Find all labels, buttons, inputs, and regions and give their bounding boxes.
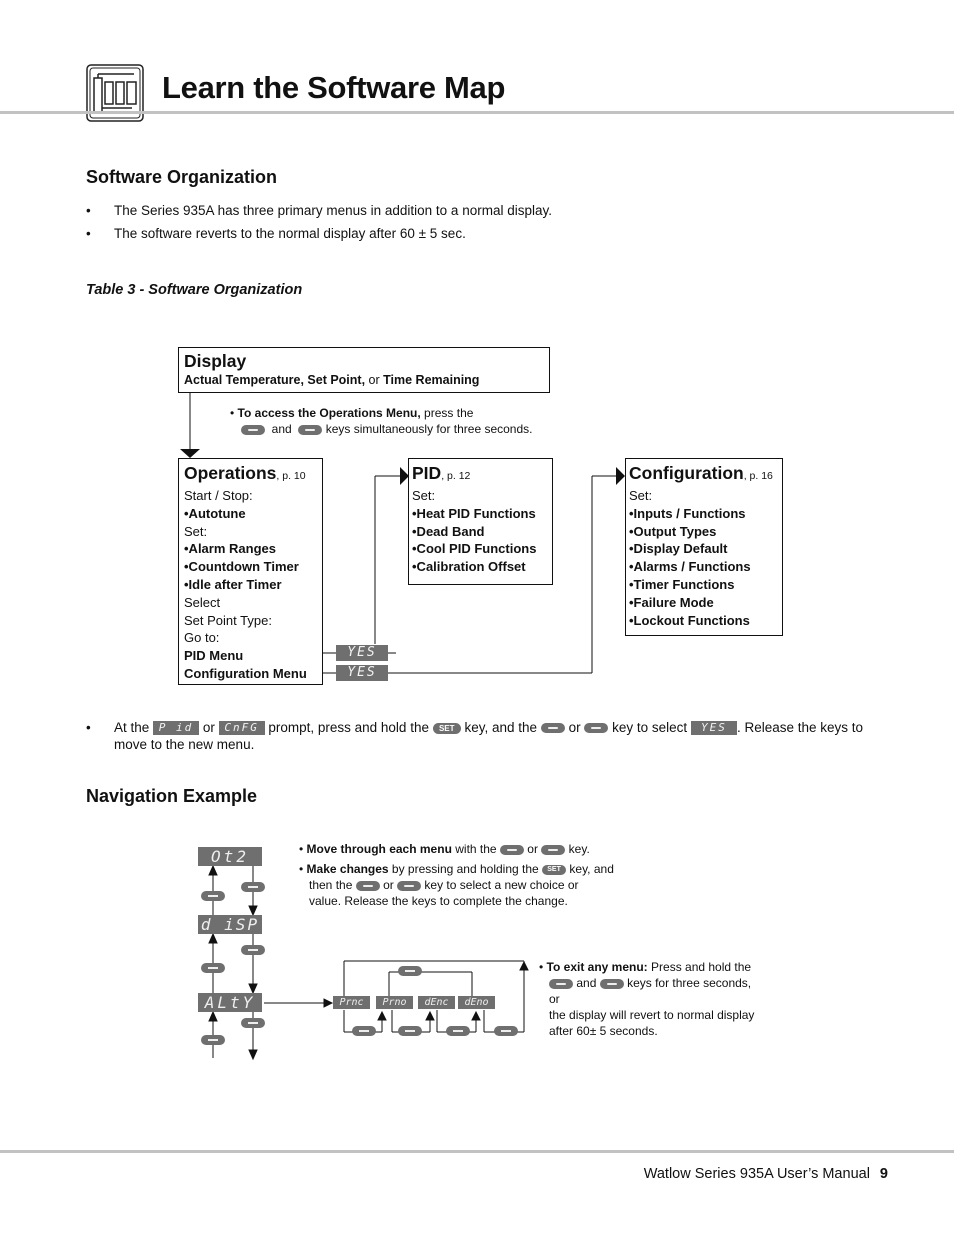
down-key-icon (397, 881, 421, 891)
up-key-icon (201, 891, 225, 901)
set-key-icon: SET (542, 865, 566, 875)
down-key-icon (494, 1026, 518, 1036)
nav-note-move: • Move through each menu with the or key. (299, 842, 590, 856)
prno-lcd: Prno (376, 996, 413, 1009)
down-key-icon (600, 979, 624, 989)
goto-configuration-menu: Configuration Menu (184, 665, 307, 681)
down-key-icon (398, 1026, 422, 1036)
footer-rule (0, 1150, 954, 1153)
operations-box: Operations, p. 10 Start / Stop: •Autotune Set: •Alarm Ranges •Countdown Timer •Idle after Timer Select Set Point Type: Go to: PID Menu Configuration Menu (178, 458, 323, 685)
down-key-icon (352, 1026, 376, 1036)
up-key-icon (500, 845, 524, 855)
up-key-icon (201, 963, 225, 973)
ot2-lcd: Ot2 (198, 847, 262, 866)
prnc-lcd: Prnc (333, 996, 370, 1009)
down-key-icon (241, 945, 265, 955)
down-key-icon (541, 845, 565, 855)
yes-lcd-pid: YES (336, 645, 388, 661)
nav-note-exit: • To exit any menu: Press and hold the and keys for three seconds, or the display will revert to normal display after 60± 5 seconds. (539, 960, 755, 1038)
deno-lcd: dEno (458, 996, 495, 1009)
pid-box: PID, p. 12 Set: •Heat PID Functions •Dead Band •Cool PID Functions •Calibration Offset (408, 458, 553, 585)
up-key-icon (356, 881, 380, 891)
table-caption: Table 3 - Software Organization (86, 282, 303, 298)
section-heading-navigation-example: Navigation Example (86, 786, 258, 806)
pid-prompt-lcd: P id (153, 721, 199, 735)
disp-lcd: d iSP (198, 915, 262, 934)
down-key-icon (446, 1026, 470, 1036)
section-heading-software-organization: Software Organization (86, 167, 278, 187)
cnfg-prompt-lcd: CnFG (219, 721, 265, 735)
alty-lcd: ALtY (198, 993, 262, 1012)
operations-title: Operations (184, 463, 277, 483)
display-box-subtitle: Actual Temperature, Set Point, or Time Remaining (184, 373, 480, 387)
configuration-box: Configuration, p. 16 Set: •Inputs / Functions •Output Types •Display Default •Alarms / Functions •Timer Functions •Failure Mode •Lockout Functions (625, 458, 783, 636)
down-key-icon (241, 1018, 265, 1028)
configuration-title: Configuration (629, 463, 744, 483)
display-box-title: Display (184, 351, 247, 371)
down-key-icon (241, 882, 265, 892)
footer (644, 1166, 888, 1182)
at-prompt-bullet: • At the P id or CnFG prompt, press and hold the SET key, and the or key to select YES . Release the keys to move to the new menu. (86, 720, 864, 752)
denc-lcd: dEnc (418, 996, 455, 1009)
set-key-icon: SET (433, 723, 461, 734)
up-key-icon (201, 1035, 225, 1045)
page-title: Learn the Software Map (162, 70, 506, 105)
yes-inline-lcd: YES (691, 721, 737, 735)
page-number: 9 (879, 1166, 888, 1182)
pid-title: PID (412, 463, 442, 483)
up-key-icon (398, 966, 422, 976)
up-key-icon (549, 979, 573, 989)
footer-text: Watlow Series 935A User’s Manual (643, 1166, 870, 1182)
access-note: • To access the Operations Menu, press the and keys simultaneously for three seconds. (230, 406, 533, 436)
yes-lcd-config: YES (336, 665, 388, 681)
goto-pid-menu: PID Menu (184, 648, 244, 664)
nav-note-change: • Make changes by pressing and holding the SET key, and then the or key to select a new choice or value. Release the keys to complete the change. (299, 862, 614, 908)
